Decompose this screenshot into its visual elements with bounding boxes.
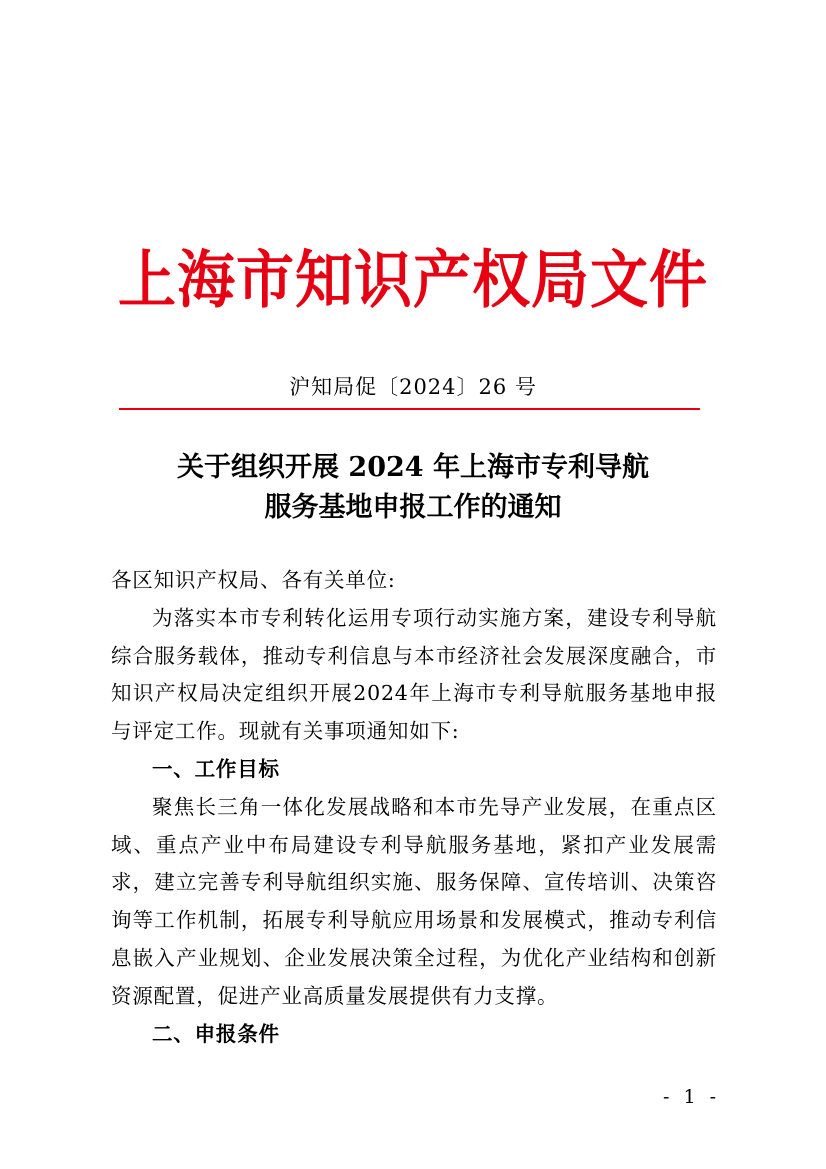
document-masthead: 上海市知识产权局文件 bbox=[117, 243, 708, 317]
section-1-heading: 一、工作目标 bbox=[152, 756, 280, 781]
page-number: - 1 - bbox=[662, 1086, 720, 1108]
notice-title-line-2: 服务基地申报工作的通知 bbox=[264, 492, 562, 523]
notice-title bbox=[0, 448, 826, 528]
section-1-paragraph: 聚焦长三角一体化发展战略和本市先导产业发展，在重点区域、重点产业中布局建设专利导航服务基地，紧扣产业发展需求，建立完善专利导航组织实施、服务保障、宣传培训、决策咨询等工作机制，拓展专利导航应用场景和发展模式，推动专利信息嵌入产业规划、企业发展决策全过程，为优化产业结构和创新资源配置，促进产业高质量发展提供有力支撑。 bbox=[111, 794, 717, 1008]
intro-paragraph: 为落实本市专利转化运用专项行动实施方案，建设专利导航综合服务载体，推动专利信息与本市经济社会发展深度融合，市知识产权局决定组织开展2024年上海市专利导航服务基地申报与评定工作。现就有关事项通知如下: bbox=[111, 605, 717, 744]
notice-body bbox=[111, 562, 717, 1053]
salutation: 各区知识产权局、各有关单位: bbox=[111, 568, 396, 592]
section-2-heading: 二、申报条件 bbox=[152, 1021, 280, 1046]
notice-title-line-1: 关于组织开展 2024 年上海市专利导航 bbox=[177, 452, 649, 483]
red-divider-line bbox=[119, 408, 700, 410]
document-number: 沪知局促〔2024〕26 号 bbox=[289, 375, 537, 399]
